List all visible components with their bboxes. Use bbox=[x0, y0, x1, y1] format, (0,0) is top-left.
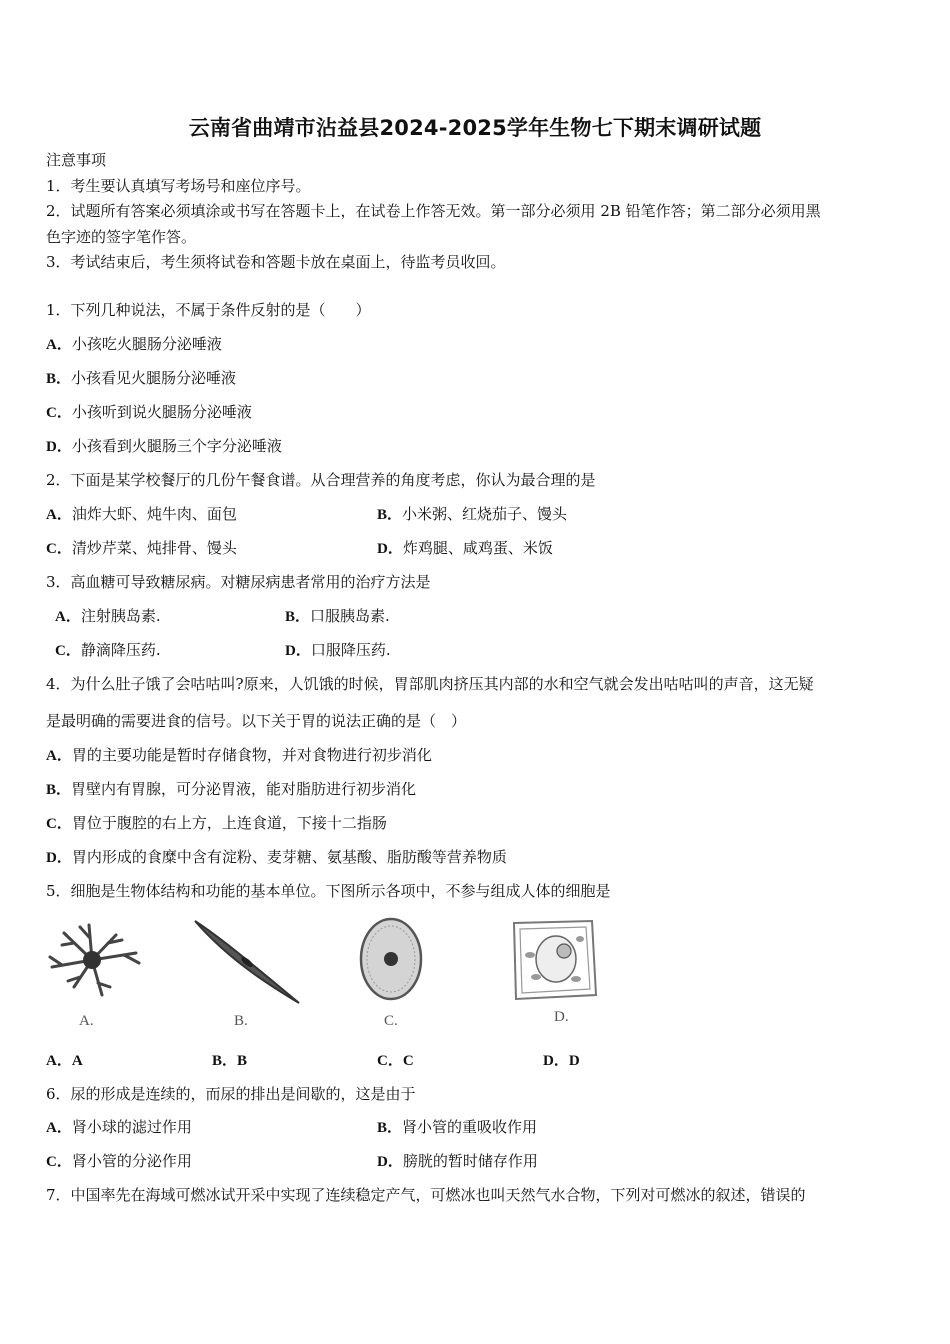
option-letter: D． bbox=[46, 850, 72, 866]
option-text: 小米粥、红烧茄子、馒头 bbox=[402, 505, 568, 523]
q2-option-d bbox=[377, 538, 553, 559]
q3-option-a bbox=[55, 606, 161, 627]
q1-option-a bbox=[46, 334, 222, 355]
neuron-cell-figure bbox=[44, 915, 144, 1005]
q1-option-b bbox=[46, 368, 236, 389]
option-text: 静滴降压药. bbox=[80, 641, 161, 659]
option-text: 胃内形成的食糜中含有淀粉、麦芽糖、氨基酸、脂肪酸等营养物质 bbox=[71, 848, 507, 866]
option-letter: D． bbox=[377, 1154, 403, 1170]
option-text: 炸鸡腿、咸鸡蛋、米饭 bbox=[402, 539, 553, 557]
option-text: 口服胰岛素. bbox=[310, 607, 390, 625]
q5-option-c bbox=[377, 1050, 414, 1071]
option-text: 胃壁内有胃腺，可分泌胃液，能对脂肪进行初步消化 bbox=[71, 780, 417, 798]
option-text: 膀胱的暂时储存作用 bbox=[402, 1152, 538, 1170]
option-letter: C． bbox=[46, 816, 72, 832]
notice-item-1: 1．考生要认真填写考场号和座位序号。 bbox=[46, 177, 311, 195]
option-letter: C． bbox=[55, 643, 81, 659]
option-text: B bbox=[237, 1053, 248, 1069]
q5-stem: 5．细胞是生物体结构和功能的基本单位。下图所示各项中，不参与组成人体的细胞是 bbox=[46, 882, 611, 900]
q2-option-b bbox=[377, 504, 567, 525]
option-text: 肾小管的重吸收作用 bbox=[402, 1118, 538, 1136]
option-letter: B． bbox=[212, 1053, 238, 1069]
q4-option-c bbox=[46, 813, 387, 834]
option-text: 肾小管的分泌作用 bbox=[71, 1152, 192, 1170]
option-letter: D． bbox=[543, 1053, 569, 1069]
option-letter: C． bbox=[46, 1154, 72, 1170]
muscle-cell-figure bbox=[189, 915, 304, 1010]
figure-label-a: A. bbox=[79, 1013, 94, 1029]
notice-heading: 注意事项 bbox=[46, 151, 107, 169]
q5-option-d bbox=[543, 1050, 580, 1071]
option-text: 胃的主要功能是暂时存储食物，并对食物进行初步消化 bbox=[71, 746, 432, 764]
page-title: 云南省曲靖市沾益县2024-2025学年生物七下期末调研试题 bbox=[188, 116, 762, 140]
figure-label-b: B. bbox=[234, 1013, 248, 1029]
option-letter: A． bbox=[46, 337, 72, 353]
q4-stem-line-2: 是最明确的需要进食的信号。以下关于胃的说法正确的是（ ） bbox=[46, 712, 467, 730]
option-text: 注射胰岛素. bbox=[80, 607, 161, 625]
option-letter: D． bbox=[377, 541, 403, 557]
option-text: D bbox=[568, 1053, 580, 1069]
option-letter: B． bbox=[46, 371, 72, 387]
q6-option-a bbox=[46, 1117, 192, 1138]
option-letter: C． bbox=[377, 1053, 403, 1069]
q7-stem: 7．中国率先在海域可燃冰试开采中实现了连续稳定产气，可燃冰也叫天然气水合物，下列对可燃冰的叙述，错误的 bbox=[46, 1186, 806, 1204]
q1-option-c bbox=[46, 402, 252, 423]
option-text: 油炸大虾、炖牛肉、面包 bbox=[71, 505, 237, 523]
q3-option-c bbox=[55, 640, 161, 661]
cell-figures bbox=[44, 915, 644, 1035]
option-letter: C． bbox=[46, 541, 72, 557]
notice-item-2-line-1: 2．试题所有答案必须填涂或书写在答题卡上，在试卷上作答无效。第一部分必须用 2B 铅笔作答；第二部分必须用黑 bbox=[46, 202, 821, 220]
figure-label-d: D. bbox=[554, 1009, 569, 1025]
option-text: 胃位于腹腔的右上方，上连食道，下接十二指肠 bbox=[71, 814, 387, 832]
round-cell-figure bbox=[354, 915, 429, 1010]
option-text: 小孩听到说火腿肠分泌唾液 bbox=[71, 403, 252, 421]
q4-option-a bbox=[46, 745, 432, 766]
q4-option-d bbox=[46, 847, 507, 868]
option-text: 清炒芹菜、炖排骨、馒头 bbox=[71, 539, 237, 557]
notice-item-3: 3．考试结束后，考生须将试卷和答题卡放在桌面上，待监考员收回。 bbox=[46, 253, 506, 271]
option-text: 小孩看见火腿肠分泌唾液 bbox=[71, 369, 237, 387]
option-letter: B． bbox=[46, 782, 72, 798]
option-letter: B． bbox=[377, 507, 403, 523]
option-letter: A． bbox=[46, 507, 72, 523]
option-letter: D． bbox=[46, 439, 72, 455]
q6-option-c bbox=[46, 1151, 192, 1172]
notice-item-2-line-2: 色字迹的签字笔作答。 bbox=[46, 228, 197, 246]
q3-option-b bbox=[285, 606, 390, 627]
q4-stem-line-1: 4．为什么肚子饿了会咕咕叫?原来，人饥饿的时候，胃部肌肉挤压其内部的水和空气就会发出咕咕叫的声音，这无疑 bbox=[46, 675, 814, 693]
q1-stem: 1．下列几种说法，不属于条件反射的是（ ） bbox=[46, 301, 371, 319]
q1-option-d bbox=[46, 436, 282, 457]
option-letter: B． bbox=[377, 1120, 403, 1136]
option-letter: A． bbox=[55, 609, 81, 625]
q2-option-c bbox=[46, 538, 237, 559]
q2-stem: 2．下面是某学校餐厅的几份午餐食谱。从合理营养的角度考虑，你认为最合理的是 bbox=[46, 471, 596, 489]
option-letter: A． bbox=[46, 1053, 72, 1069]
option-letter: D． bbox=[285, 643, 311, 659]
option-text: 小孩看到火腿肠三个字分泌唾液 bbox=[71, 437, 282, 455]
q4-option-b bbox=[46, 779, 416, 800]
q5-option-a bbox=[46, 1050, 83, 1071]
q6-option-d bbox=[377, 1151, 538, 1172]
option-text: A bbox=[71, 1053, 83, 1069]
figure-label-c: C. bbox=[384, 1013, 398, 1029]
option-letter: A． bbox=[46, 1120, 72, 1136]
option-text: 小孩吃火腿肠分泌唾液 bbox=[71, 335, 222, 353]
plant-cell-figure bbox=[506, 915, 601, 1005]
q3-stem: 3．高血糖可导致糖尿病。对糖尿病患者常用的治疗方法是 bbox=[46, 573, 431, 591]
q3-option-d bbox=[285, 640, 391, 661]
q5-option-b bbox=[212, 1050, 247, 1071]
q6-stem: 6．尿的形成是连续的，而尿的排出是间歇的，这是由于 bbox=[46, 1085, 416, 1103]
q6-option-b bbox=[377, 1117, 537, 1138]
option-text: C bbox=[402, 1053, 414, 1069]
option-letter: B． bbox=[285, 609, 311, 625]
q2-option-a bbox=[46, 504, 237, 525]
option-text: 肾小球的滤过作用 bbox=[71, 1118, 192, 1136]
option-letter: C． bbox=[46, 405, 72, 421]
option-letter: A． bbox=[46, 748, 72, 764]
option-text: 口服降压药. bbox=[310, 641, 391, 659]
